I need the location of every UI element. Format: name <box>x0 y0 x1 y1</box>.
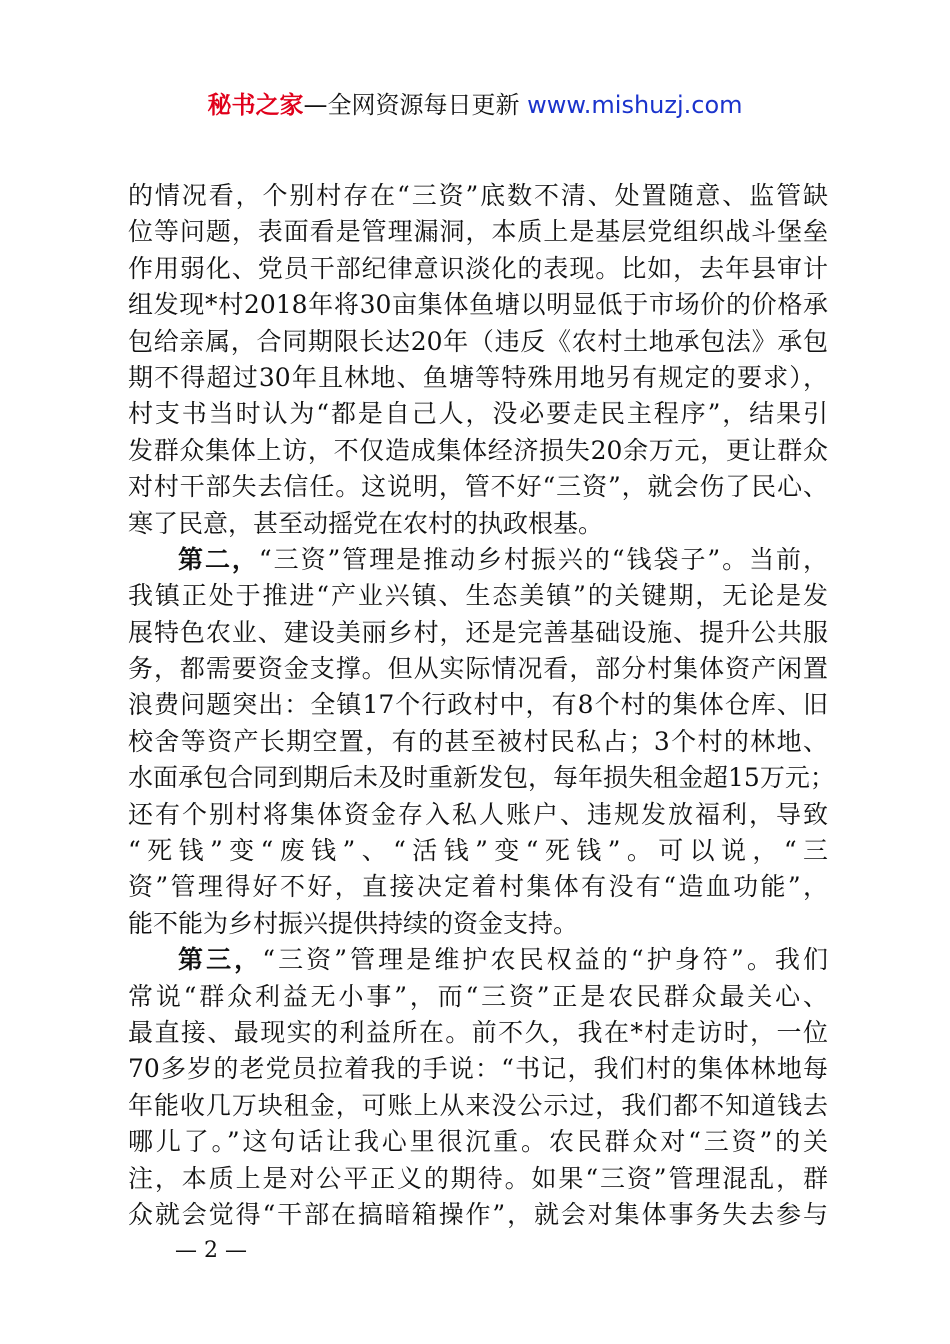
brand-name: 秘书之家 <box>207 91 304 119</box>
text-line: 浪费问题突出：全镇17个行政村中，有8个村的集体仓库、旧 <box>128 690 828 720</box>
paragraph-first-line <box>128 542 828 578</box>
header-tagline: —全网资源每日更新 <box>303 91 520 119</box>
text-line: 务，都需要资金支撑。但从实际情况看，部分村集体资产闲置 <box>128 654 828 684</box>
paragraph-lead: 第三， <box>178 945 263 975</box>
text-line: 对村干部失去信任。这说明，管不好“三资”，就会伤了民心、 <box>128 472 828 502</box>
text-line: 村支书当时认为“都是自己人，没必要走民主程序”，结果引 <box>128 399 828 429</box>
text-line: 校舍等资产长期空置，有的甚至被村民私占；3个村的林地、 <box>128 726 828 756</box>
document-body <box>128 178 835 1233</box>
text-line: “死钱”变“废钱”、“活钱”变“死钱”。可以说，“三 <box>128 836 828 866</box>
text-line: 哪儿了。”这句话让我心里很沉重。农民群众对“三资”的关 <box>128 1127 828 1157</box>
text-line: 期不得超过30年且林地、鱼塘等特殊用地另有规定的要求）， <box>128 362 828 392</box>
paragraph-first-line <box>128 942 828 978</box>
text-line: 70多岁的老党员拉着我的手说：“书记，我们村的集体林地每 <box>128 1054 828 1084</box>
text-line: 注，本质上是对公平正义的期待。如果“三资”管理混乱，群 <box>128 1163 828 1193</box>
text-line: 年能收几万块租金，可账上从来没公示过，我们都不知道钱去 <box>128 1090 828 1120</box>
text-line: 作用弱化、党员干部纪律意识淡化的表现。比如，去年县审计 <box>128 253 828 283</box>
text-line: 能不能为乡村振兴提供持续的资金支持。 <box>128 908 579 938</box>
text-line: 最直接、最现实的利益所在。前不久，我在*村走访时，一位 <box>128 1017 828 1047</box>
text-line: 众就会觉得“干部在搞暗箱操作”，就会对集体事务失去参与 <box>128 1199 828 1229</box>
site-header <box>0 88 950 122</box>
text-line: 的情况看，个别村存在“三资”底数不清、处置随意、监管缺 <box>128 181 828 210</box>
text-line: 水面承包合同到期后未及时重新发包，每年损失租金超15万元； <box>128 763 835 793</box>
text-line: 组发现*村2018年将30亩集体鱼塘以明显低于市场价的价格承 <box>128 290 828 320</box>
text-span: “三资”管理是维护农民权益的“护身符”。我们 <box>262 945 828 975</box>
text-line: 发群众集体上访，不仅造成集体经济损失20余万元，更让群众 <box>128 435 828 465</box>
site-url-link[interactable]: www.mishuzj.com <box>527 91 743 119</box>
text-line: 寒了民意，甚至动摇党在农村的执政根基。 <box>128 508 604 538</box>
paragraph-lead: 第二， <box>178 544 259 574</box>
text-line: 位等问题，表面看是管理漏洞，本质上是基层党组织战斗堡垒 <box>128 217 828 247</box>
text-line: 常说“群众利益无小事”，而“三资”正是农民群众最关心、 <box>128 981 828 1011</box>
text-line: 我镇正处于推进“产业兴镇、生态美镇”的关键期，无论是发 <box>128 581 828 611</box>
text-span: “三资”管理是推动乡村振兴的“钱袋子”。当前， <box>258 544 828 574</box>
text-line: 包给亲属，合同期限长达20年（违反《农村土地承包法》承包 <box>128 326 828 356</box>
text-line: 展特色农业、建设美丽乡村，还是完善基础设施、提升公共服 <box>128 617 828 647</box>
text-line: 资”管理得好不好，直接决定着村集体有没有“造血功能”， <box>128 872 828 902</box>
text-line: 还有个别村将集体资金存入私人账户、违规发放福利，导致 <box>128 799 828 829</box>
page-number: — 2 — <box>175 1238 247 1263</box>
